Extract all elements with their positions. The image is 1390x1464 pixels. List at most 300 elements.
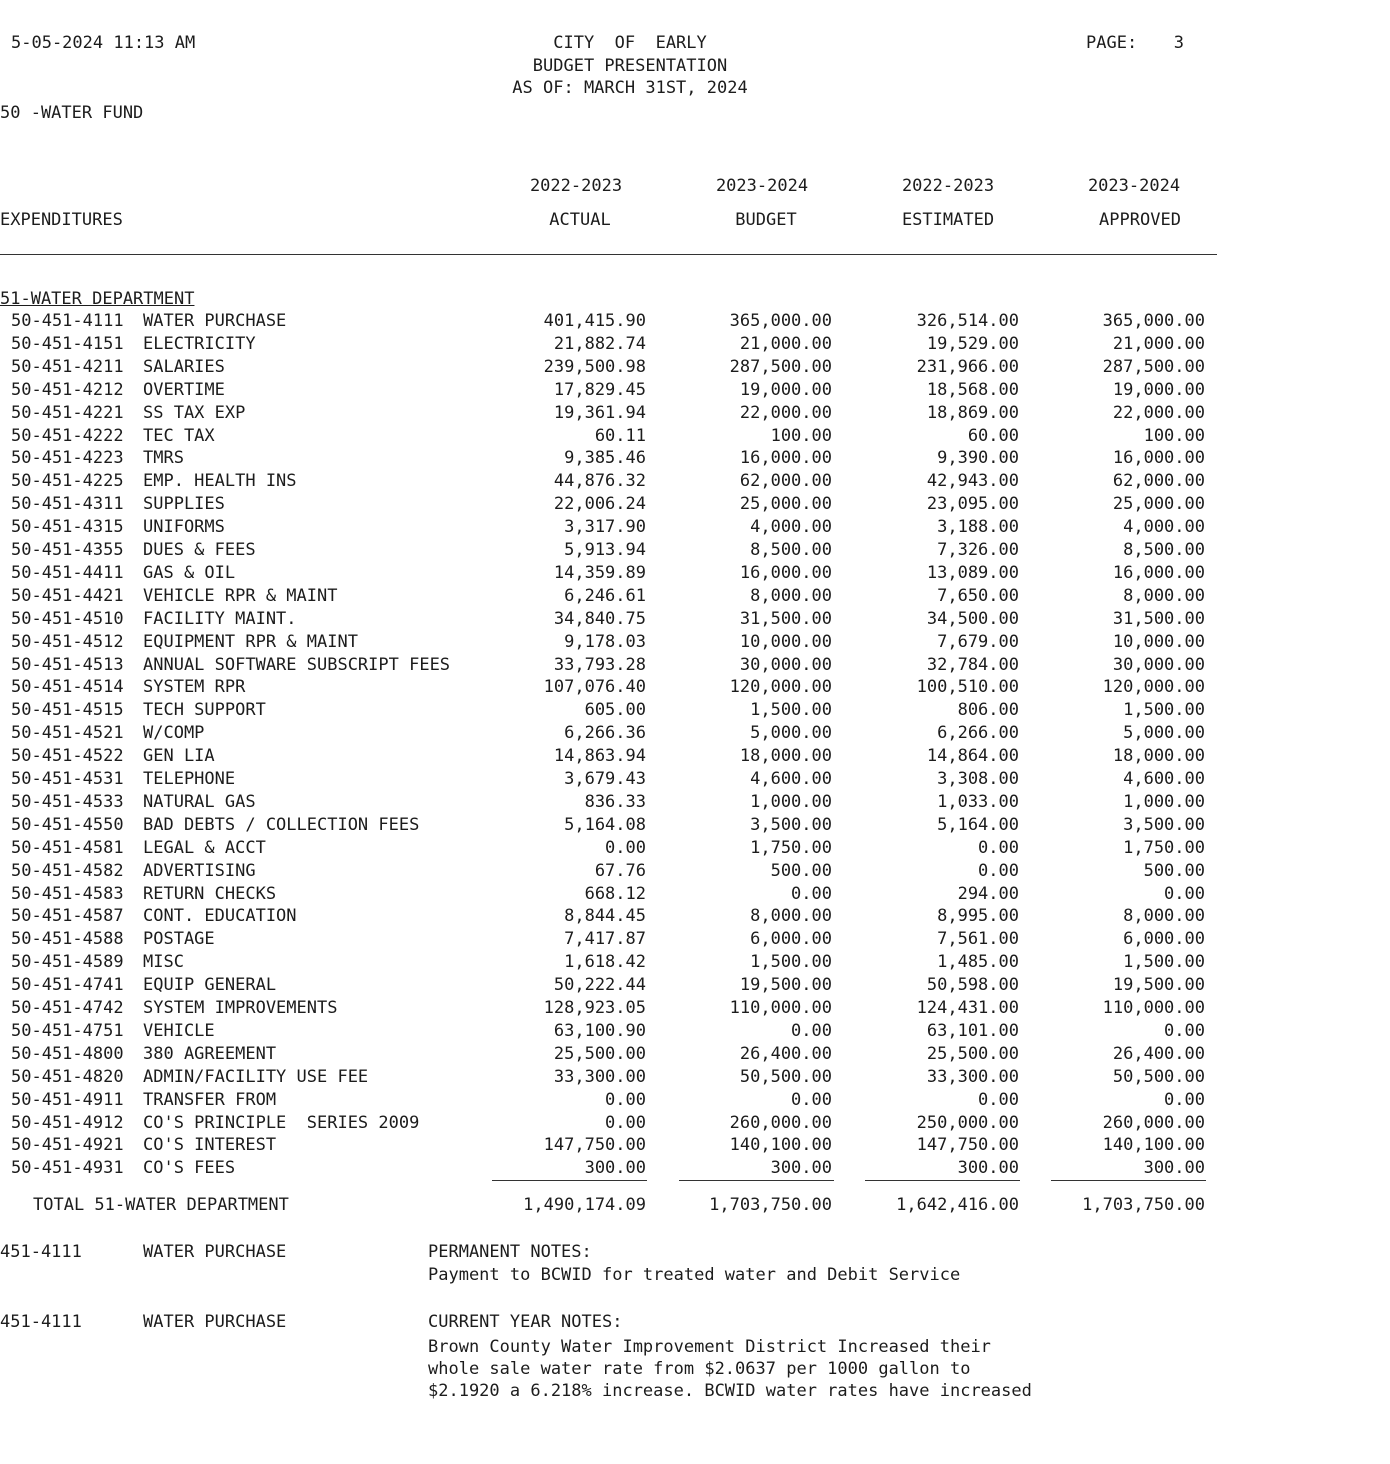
account-code: 50-451-4521 <box>11 723 124 743</box>
note-code: 451-4111 <box>0 1312 82 1332</box>
amount-estimated: 23,095.00 <box>926 494 1019 514</box>
page-number: 3 <box>1173 33 1184 53</box>
account-description: TELEPHONE <box>143 769 236 789</box>
account-description: SS TAX EXP <box>143 403 246 423</box>
amount-budget: 1,000.00 <box>750 792 832 812</box>
amount-actual: 6,246.61 <box>564 586 646 606</box>
account-description: SALARIES <box>143 357 225 377</box>
account-code: 50-451-4522 <box>11 746 124 766</box>
amount-actual: 107,076.40 <box>543 677 646 697</box>
table-row <box>0 450 1217 470</box>
amount-estimated: 7,679.00 <box>937 632 1019 652</box>
amount-approved: 300.00 <box>1143 1158 1205 1178</box>
table-row <box>0 1000 1217 1020</box>
amount-estimated: 3,188.00 <box>937 517 1019 537</box>
subtotal-rule <box>865 1180 1020 1181</box>
account-code: 50-451-4212 <box>11 380 124 400</box>
amount-actual: 14,863.94 <box>553 746 646 766</box>
amount-approved: 26,400.00 <box>1112 1044 1205 1064</box>
account-description: VEHICLE RPR & MAINT <box>143 586 338 606</box>
amount-budget: 4,000.00 <box>750 517 832 537</box>
col-year-actual: 2022-2023 <box>529 176 623 196</box>
table-row <box>0 679 1217 699</box>
department-title: 51-WATER DEPARTMENT <box>0 289 195 309</box>
table-row <box>0 1137 1217 1157</box>
amount-budget: 62,000.00 <box>739 471 832 491</box>
account-code: 50-451-4515 <box>11 700 124 720</box>
amount-budget: 100.00 <box>770 426 832 446</box>
amount-approved: 0.00 <box>1164 884 1205 904</box>
col-label-estimated: ESTIMATED <box>901 210 995 230</box>
account-description: SYSTEM IMPROVEMENTS <box>143 998 338 1018</box>
amount-actual: 1,618.42 <box>564 952 646 972</box>
table-row <box>0 1115 1217 1135</box>
amount-estimated: 33,300.00 <box>926 1067 1019 1087</box>
table-row <box>0 931 1217 951</box>
amount-budget: 26,400.00 <box>739 1044 832 1064</box>
note-heading: CURRENT YEAR NOTES: <box>428 1312 623 1332</box>
note-code: 451-4111 <box>0 1242 82 1262</box>
amount-approved: 287,500.00 <box>1102 357 1205 377</box>
account-code: 50-451-4222 <box>11 426 124 446</box>
report-title: BUDGET PRESENTATION <box>532 56 728 76</box>
amount-actual: 8,844.45 <box>564 906 646 926</box>
table-row <box>0 748 1217 768</box>
account-code: 50-451-4151 <box>11 334 124 354</box>
subtotal-rule <box>492 1180 647 1181</box>
account-description: UNIFORMS <box>143 517 225 537</box>
account-code: 50-451-4514 <box>11 677 124 697</box>
amount-estimated: 50,598.00 <box>926 975 1019 995</box>
amount-actual: 22,006.24 <box>553 494 646 514</box>
table-row <box>0 886 1217 906</box>
amount-approved: 120,000.00 <box>1102 677 1205 697</box>
amount-approved: 8,500.00 <box>1123 540 1205 560</box>
col-label-budget: BUDGET <box>735 210 797 230</box>
amount-actual: 300.00 <box>584 1158 646 1178</box>
section-label: EXPENDITURES <box>0 210 123 230</box>
note-heading: PERMANENT NOTES: <box>428 1242 592 1262</box>
table-row <box>0 954 1217 974</box>
account-description: CO'S PRINCIPLE SERIES 2009 <box>143 1113 420 1133</box>
amount-estimated: 7,561.00 <box>937 929 1019 949</box>
fund-name: 50 -WATER FUND <box>0 103 144 123</box>
amount-budget: 21,000.00 <box>739 334 832 354</box>
subtotal-rule <box>679 1180 834 1181</box>
account-code: 50-451-4311 <box>11 494 124 514</box>
amount-approved: 110,000.00 <box>1102 998 1205 1018</box>
table-row <box>0 473 1217 493</box>
account-description: W/COMP <box>143 723 205 743</box>
amount-approved: 30,000.00 <box>1112 655 1205 675</box>
total-estimated: 1,642,416.00 <box>896 1195 1019 1215</box>
table-row <box>0 542 1217 562</box>
amount-actual: 21,882.74 <box>553 334 646 354</box>
amount-actual: 0.00 <box>605 838 646 858</box>
account-code: 50-451-4589 <box>11 952 124 972</box>
amount-actual: 9,178.03 <box>564 632 646 652</box>
amount-approved: 0.00 <box>1164 1090 1205 1110</box>
amount-estimated: 19,529.00 <box>926 334 1019 354</box>
table-row <box>0 1092 1217 1112</box>
amount-budget: 6,000.00 <box>750 929 832 949</box>
amount-estimated: 124,431.00 <box>916 998 1019 1018</box>
col-label-actual: ACTUAL <box>549 210 611 230</box>
amount-budget: 8,500.00 <box>750 540 832 560</box>
account-description: MISC <box>143 952 184 972</box>
amount-budget: 19,000.00 <box>739 380 832 400</box>
amount-actual: 7,417.87 <box>564 929 646 949</box>
amount-approved: 1,500.00 <box>1123 952 1205 972</box>
account-code: 50-451-4513 <box>11 655 124 675</box>
amount-budget: 18,000.00 <box>739 746 832 766</box>
col-year-approved: 2023-2024 <box>1087 176 1181 196</box>
report-datetime: 5-05-2024 11:13 AM <box>11 33 196 53</box>
amount-budget: 500.00 <box>770 861 832 881</box>
amount-budget: 1,500.00 <box>750 952 832 972</box>
amount-approved: 50,500.00 <box>1112 1067 1205 1087</box>
amount-estimated: 7,326.00 <box>937 540 1019 560</box>
note-line: Payment to BCWID for treated water and Debit Service <box>428 1265 961 1285</box>
account-description: CO'S FEES <box>143 1158 236 1178</box>
account-description: EQUIPMENT RPR & MAINT <box>143 632 358 652</box>
amount-approved: 10,000.00 <box>1112 632 1205 652</box>
amount-estimated: 32,784.00 <box>926 655 1019 675</box>
table-row <box>0 496 1217 516</box>
amount-budget: 22,000.00 <box>739 403 832 423</box>
amount-estimated: 1,485.00 <box>937 952 1019 972</box>
amount-estimated: 8,995.00 <box>937 906 1019 926</box>
col-year-budget: 2023-2024 <box>715 176 809 196</box>
amount-actual: 239,500.98 <box>543 357 646 377</box>
amount-approved: 4,600.00 <box>1123 769 1205 789</box>
amount-actual: 14,359.89 <box>553 563 646 583</box>
amount-actual: 836.33 <box>584 792 646 812</box>
amount-approved: 140,100.00 <box>1102 1135 1205 1155</box>
account-code: 50-451-4315 <box>11 517 124 537</box>
table-row <box>0 313 1217 333</box>
table-row <box>0 359 1217 379</box>
amount-approved: 31,500.00 <box>1112 609 1205 629</box>
table-row <box>0 1160 1217 1180</box>
amount-budget: 10,000.00 <box>739 632 832 652</box>
amount-actual: 3,317.90 <box>564 517 646 537</box>
account-code: 50-451-4550 <box>11 815 124 835</box>
account-description: TMRS <box>143 448 184 468</box>
table-row <box>0 428 1217 448</box>
note-desc: WATER PURCHASE <box>143 1242 287 1262</box>
amount-actual: 0.00 <box>605 1113 646 1133</box>
amount-actual: 44,876.32 <box>553 471 646 491</box>
amount-approved: 6,000.00 <box>1123 929 1205 949</box>
account-code: 50-451-4581 <box>11 838 124 858</box>
amount-estimated: 1,033.00 <box>937 792 1019 812</box>
account-code: 50-451-4921 <box>11 1135 124 1155</box>
account-code: 50-451-4355 <box>11 540 124 560</box>
account-code: 50-451-4583 <box>11 884 124 904</box>
account-code: 50-451-4211 <box>11 357 124 377</box>
report-org: CITY OF EARLY <box>553 33 707 53</box>
amount-estimated: 0.00 <box>978 1090 1019 1110</box>
amount-actual: 147,750.00 <box>543 1135 646 1155</box>
account-code: 50-451-4510 <box>11 609 124 629</box>
account-description: ANNUAL SOFTWARE SUBSCRIPT FEES <box>143 655 451 675</box>
table-row <box>0 634 1217 654</box>
amount-actual: 0.00 <box>605 1090 646 1110</box>
amount-budget: 8,000.00 <box>750 906 832 926</box>
account-description: TRANSFER FROM <box>143 1090 277 1110</box>
account-code: 50-451-4531 <box>11 769 124 789</box>
amount-estimated: 42,943.00 <box>926 471 1019 491</box>
account-code: 50-451-4111 <box>11 311 124 331</box>
account-description: TEC TAX <box>143 426 215 446</box>
account-code: 50-451-4512 <box>11 632 124 652</box>
amount-actual: 63,100.90 <box>553 1021 646 1041</box>
account-description: CO'S INTEREST <box>143 1135 277 1155</box>
amount-budget: 0.00 <box>791 1021 832 1041</box>
table-row <box>0 1023 1217 1043</box>
amount-estimated: 6,266.00 <box>937 723 1019 743</box>
account-description: EMP. HEALTH INS <box>143 471 297 491</box>
table-row <box>0 863 1217 883</box>
table-row <box>0 657 1217 677</box>
amount-estimated: 326,514.00 <box>916 311 1019 331</box>
amount-actual: 9,385.46 <box>564 448 646 468</box>
table-row <box>0 817 1217 837</box>
account-description: ADVERTISING <box>143 861 256 881</box>
amount-estimated: 13,089.00 <box>926 563 1019 583</box>
amount-estimated: 5,164.00 <box>937 815 1019 835</box>
amount-approved: 1,500.00 <box>1123 700 1205 720</box>
account-code: 50-451-4582 <box>11 861 124 881</box>
total-row <box>0 1197 1217 1217</box>
account-description: POSTAGE <box>143 929 215 949</box>
amount-actual: 3,679.43 <box>564 769 646 789</box>
note-line: $2.1920 a 6.218% increase. BCWID water rates have increased <box>428 1381 1032 1401</box>
amount-budget: 0.00 <box>791 884 832 904</box>
amount-estimated: 14,864.00 <box>926 746 1019 766</box>
amount-approved: 8,000.00 <box>1123 586 1205 606</box>
table-row <box>0 336 1217 356</box>
amount-estimated: 300.00 <box>957 1158 1019 1178</box>
amount-actual: 67.76 <box>594 861 646 881</box>
col-year-estimated: 2022-2023 <box>901 176 995 196</box>
amount-actual: 33,300.00 <box>553 1067 646 1087</box>
table-row <box>0 382 1217 402</box>
amount-approved: 8,000.00 <box>1123 906 1205 926</box>
amount-estimated: 7,650.00 <box>937 586 1019 606</box>
account-description: 380 AGREEMENT <box>143 1044 277 1064</box>
amount-actual: 5,164.08 <box>564 815 646 835</box>
amount-estimated: 147,750.00 <box>916 1135 1019 1155</box>
amount-budget: 140,100.00 <box>729 1135 832 1155</box>
amount-estimated: 63,101.00 <box>926 1021 1019 1041</box>
amount-approved: 62,000.00 <box>1112 471 1205 491</box>
amount-budget: 120,000.00 <box>729 677 832 697</box>
account-description: FACILITY MAINT. <box>143 609 297 629</box>
total-actual: 1,490,174.09 <box>523 1195 646 1215</box>
table-row <box>0 725 1217 745</box>
account-description: GAS & OIL <box>143 563 236 583</box>
amount-budget: 1,500.00 <box>750 700 832 720</box>
amount-actual: 128,923.05 <box>543 998 646 1018</box>
amount-actual: 60.11 <box>594 426 646 446</box>
total-label: TOTAL 51-WATER DEPARTMENT <box>33 1195 289 1215</box>
subtotal-rule <box>1051 1180 1206 1181</box>
account-code: 50-451-4411 <box>11 563 124 583</box>
table-row <box>0 977 1217 997</box>
amount-budget: 16,000.00 <box>739 448 832 468</box>
amount-approved: 16,000.00 <box>1112 563 1205 583</box>
amount-budget: 287,500.00 <box>729 357 832 377</box>
amount-approved: 365,000.00 <box>1102 311 1205 331</box>
amount-budget: 300.00 <box>770 1158 832 1178</box>
account-code: 50-451-4800 <box>11 1044 124 1064</box>
note-line: whole sale water rate from $2.0637 per 1000 gallon to <box>428 1359 971 1379</box>
total-approved: 1,703,750.00 <box>1082 1195 1205 1215</box>
account-code: 50-451-4587 <box>11 906 124 926</box>
amount-estimated: 0.00 <box>978 838 1019 858</box>
amount-budget: 110,000.00 <box>729 998 832 1018</box>
table-row <box>0 405 1217 425</box>
table-row <box>0 1069 1217 1089</box>
amount-approved: 3,500.00 <box>1123 815 1205 835</box>
amount-budget: 16,000.00 <box>739 563 832 583</box>
amount-approved: 22,000.00 <box>1112 403 1205 423</box>
account-description: BAD DEBTS / COLLECTION FEES <box>143 815 420 835</box>
amount-actual: 25,500.00 <box>553 1044 646 1064</box>
amount-actual: 50,222.44 <box>553 975 646 995</box>
amount-approved: 500.00 <box>1143 861 1205 881</box>
note-line: Brown County Water Improvement District Increased their <box>428 1337 991 1357</box>
account-description: GEN LIA <box>143 746 215 766</box>
account-description: DUES & FEES <box>143 540 256 560</box>
amount-estimated: 60.00 <box>967 426 1019 446</box>
amount-approved: 5,000.00 <box>1123 723 1205 743</box>
amount-approved: 25,000.00 <box>1112 494 1205 514</box>
amount-estimated: 806.00 <box>957 700 1019 720</box>
account-description: SYSTEM RPR <box>143 677 246 697</box>
amount-actual: 605.00 <box>584 700 646 720</box>
table-row <box>0 588 1217 608</box>
amount-approved: 16,000.00 <box>1112 448 1205 468</box>
table-row <box>0 702 1217 722</box>
table-row <box>0 771 1217 791</box>
amount-estimated: 250,000.00 <box>916 1113 1019 1133</box>
account-description: TECH SUPPORT <box>143 700 266 720</box>
amount-approved: 4,000.00 <box>1123 517 1205 537</box>
amount-estimated: 25,500.00 <box>926 1044 1019 1064</box>
table-row <box>0 565 1217 585</box>
account-description: VEHICLE <box>143 1021 215 1041</box>
account-code: 50-451-4820 <box>11 1067 124 1087</box>
amount-budget: 365,000.00 <box>729 311 832 331</box>
account-code: 50-451-4751 <box>11 1021 124 1041</box>
amount-estimated: 18,568.00 <box>926 380 1019 400</box>
amount-estimated: 34,500.00 <box>926 609 1019 629</box>
account-code: 50-451-4223 <box>11 448 124 468</box>
amount-estimated: 231,966.00 <box>916 357 1019 377</box>
header-rule <box>0 254 1217 255</box>
account-description: OVERTIME <box>143 380 225 400</box>
amount-approved: 100.00 <box>1143 426 1205 446</box>
table-row <box>0 908 1217 928</box>
amount-estimated: 100,510.00 <box>916 677 1019 697</box>
account-description: ADMIN/FACILITY USE FEE <box>143 1067 369 1087</box>
amount-approved: 0.00 <box>1164 1021 1205 1041</box>
amount-actual: 17,829.45 <box>553 380 646 400</box>
account-description: ELECTRICITY <box>143 334 256 354</box>
account-code: 50-451-4911 <box>11 1090 124 1110</box>
table-row <box>0 611 1217 631</box>
account-code: 50-451-4421 <box>11 586 124 606</box>
account-code: 50-451-4221 <box>11 403 124 423</box>
amount-actual: 668.12 <box>584 884 646 904</box>
amount-budget: 30,000.00 <box>739 655 832 675</box>
amount-actual: 5,913.94 <box>564 540 646 560</box>
table-row <box>0 840 1217 860</box>
amount-budget: 8,000.00 <box>750 586 832 606</box>
account-description: LEGAL & ACCT <box>143 838 266 858</box>
amount-budget: 0.00 <box>791 1090 832 1110</box>
amount-approved: 1,000.00 <box>1123 792 1205 812</box>
page-label: PAGE: <box>1086 33 1138 53</box>
account-description: WATER PURCHASE <box>143 311 287 331</box>
amount-estimated: 3,308.00 <box>937 769 1019 789</box>
amount-approved: 21,000.00 <box>1112 334 1205 354</box>
amount-estimated: 294.00 <box>957 884 1019 904</box>
amount-approved: 260,000.00 <box>1102 1113 1205 1133</box>
amount-budget: 31,500.00 <box>739 609 832 629</box>
report-as-of: AS OF: MARCH 31ST, 2024 <box>512 78 748 98</box>
amount-approved: 19,500.00 <box>1112 975 1205 995</box>
account-code: 50-451-4225 <box>11 471 124 491</box>
account-description: RETURN CHECKS <box>143 884 277 904</box>
amount-estimated: 9,390.00 <box>937 448 1019 468</box>
note-desc: WATER PURCHASE <box>143 1312 287 1332</box>
amount-actual: 401,415.90 <box>543 311 646 331</box>
amount-budget: 4,600.00 <box>750 769 832 789</box>
account-description: SUPPLIES <box>143 494 225 514</box>
amount-approved: 18,000.00 <box>1112 746 1205 766</box>
amount-actual: 33,793.28 <box>553 655 646 675</box>
amount-budget: 1,750.00 <box>750 838 832 858</box>
account-code: 50-451-4533 <box>11 792 124 812</box>
amount-budget: 3,500.00 <box>750 815 832 835</box>
amount-actual: 34,840.75 <box>553 609 646 629</box>
table-row <box>0 519 1217 539</box>
amount-budget: 50,500.00 <box>739 1067 832 1087</box>
amount-budget: 5,000.00 <box>750 723 832 743</box>
account-code: 50-451-4912 <box>11 1113 124 1133</box>
col-label-approved: APPROVED <box>1099 210 1181 230</box>
table-row <box>0 794 1217 814</box>
account-description: CONT. EDUCATION <box>143 906 297 926</box>
amount-budget: 19,500.00 <box>739 975 832 995</box>
amount-approved: 19,000.00 <box>1112 380 1205 400</box>
account-description: EQUIP GENERAL <box>143 975 277 995</box>
account-code: 50-451-4588 <box>11 929 124 949</box>
amount-actual: 6,266.36 <box>564 723 646 743</box>
account-code: 50-451-4741 <box>11 975 124 995</box>
amount-actual: 19,361.94 <box>553 403 646 423</box>
amount-approved: 1,750.00 <box>1123 838 1205 858</box>
amount-budget: 260,000.00 <box>729 1113 832 1133</box>
account-description: NATURAL GAS <box>143 792 256 812</box>
amount-estimated: 18,869.00 <box>926 403 1019 423</box>
amount-budget: 25,000.00 <box>739 494 832 514</box>
total-budget: 1,703,750.00 <box>709 1195 832 1215</box>
